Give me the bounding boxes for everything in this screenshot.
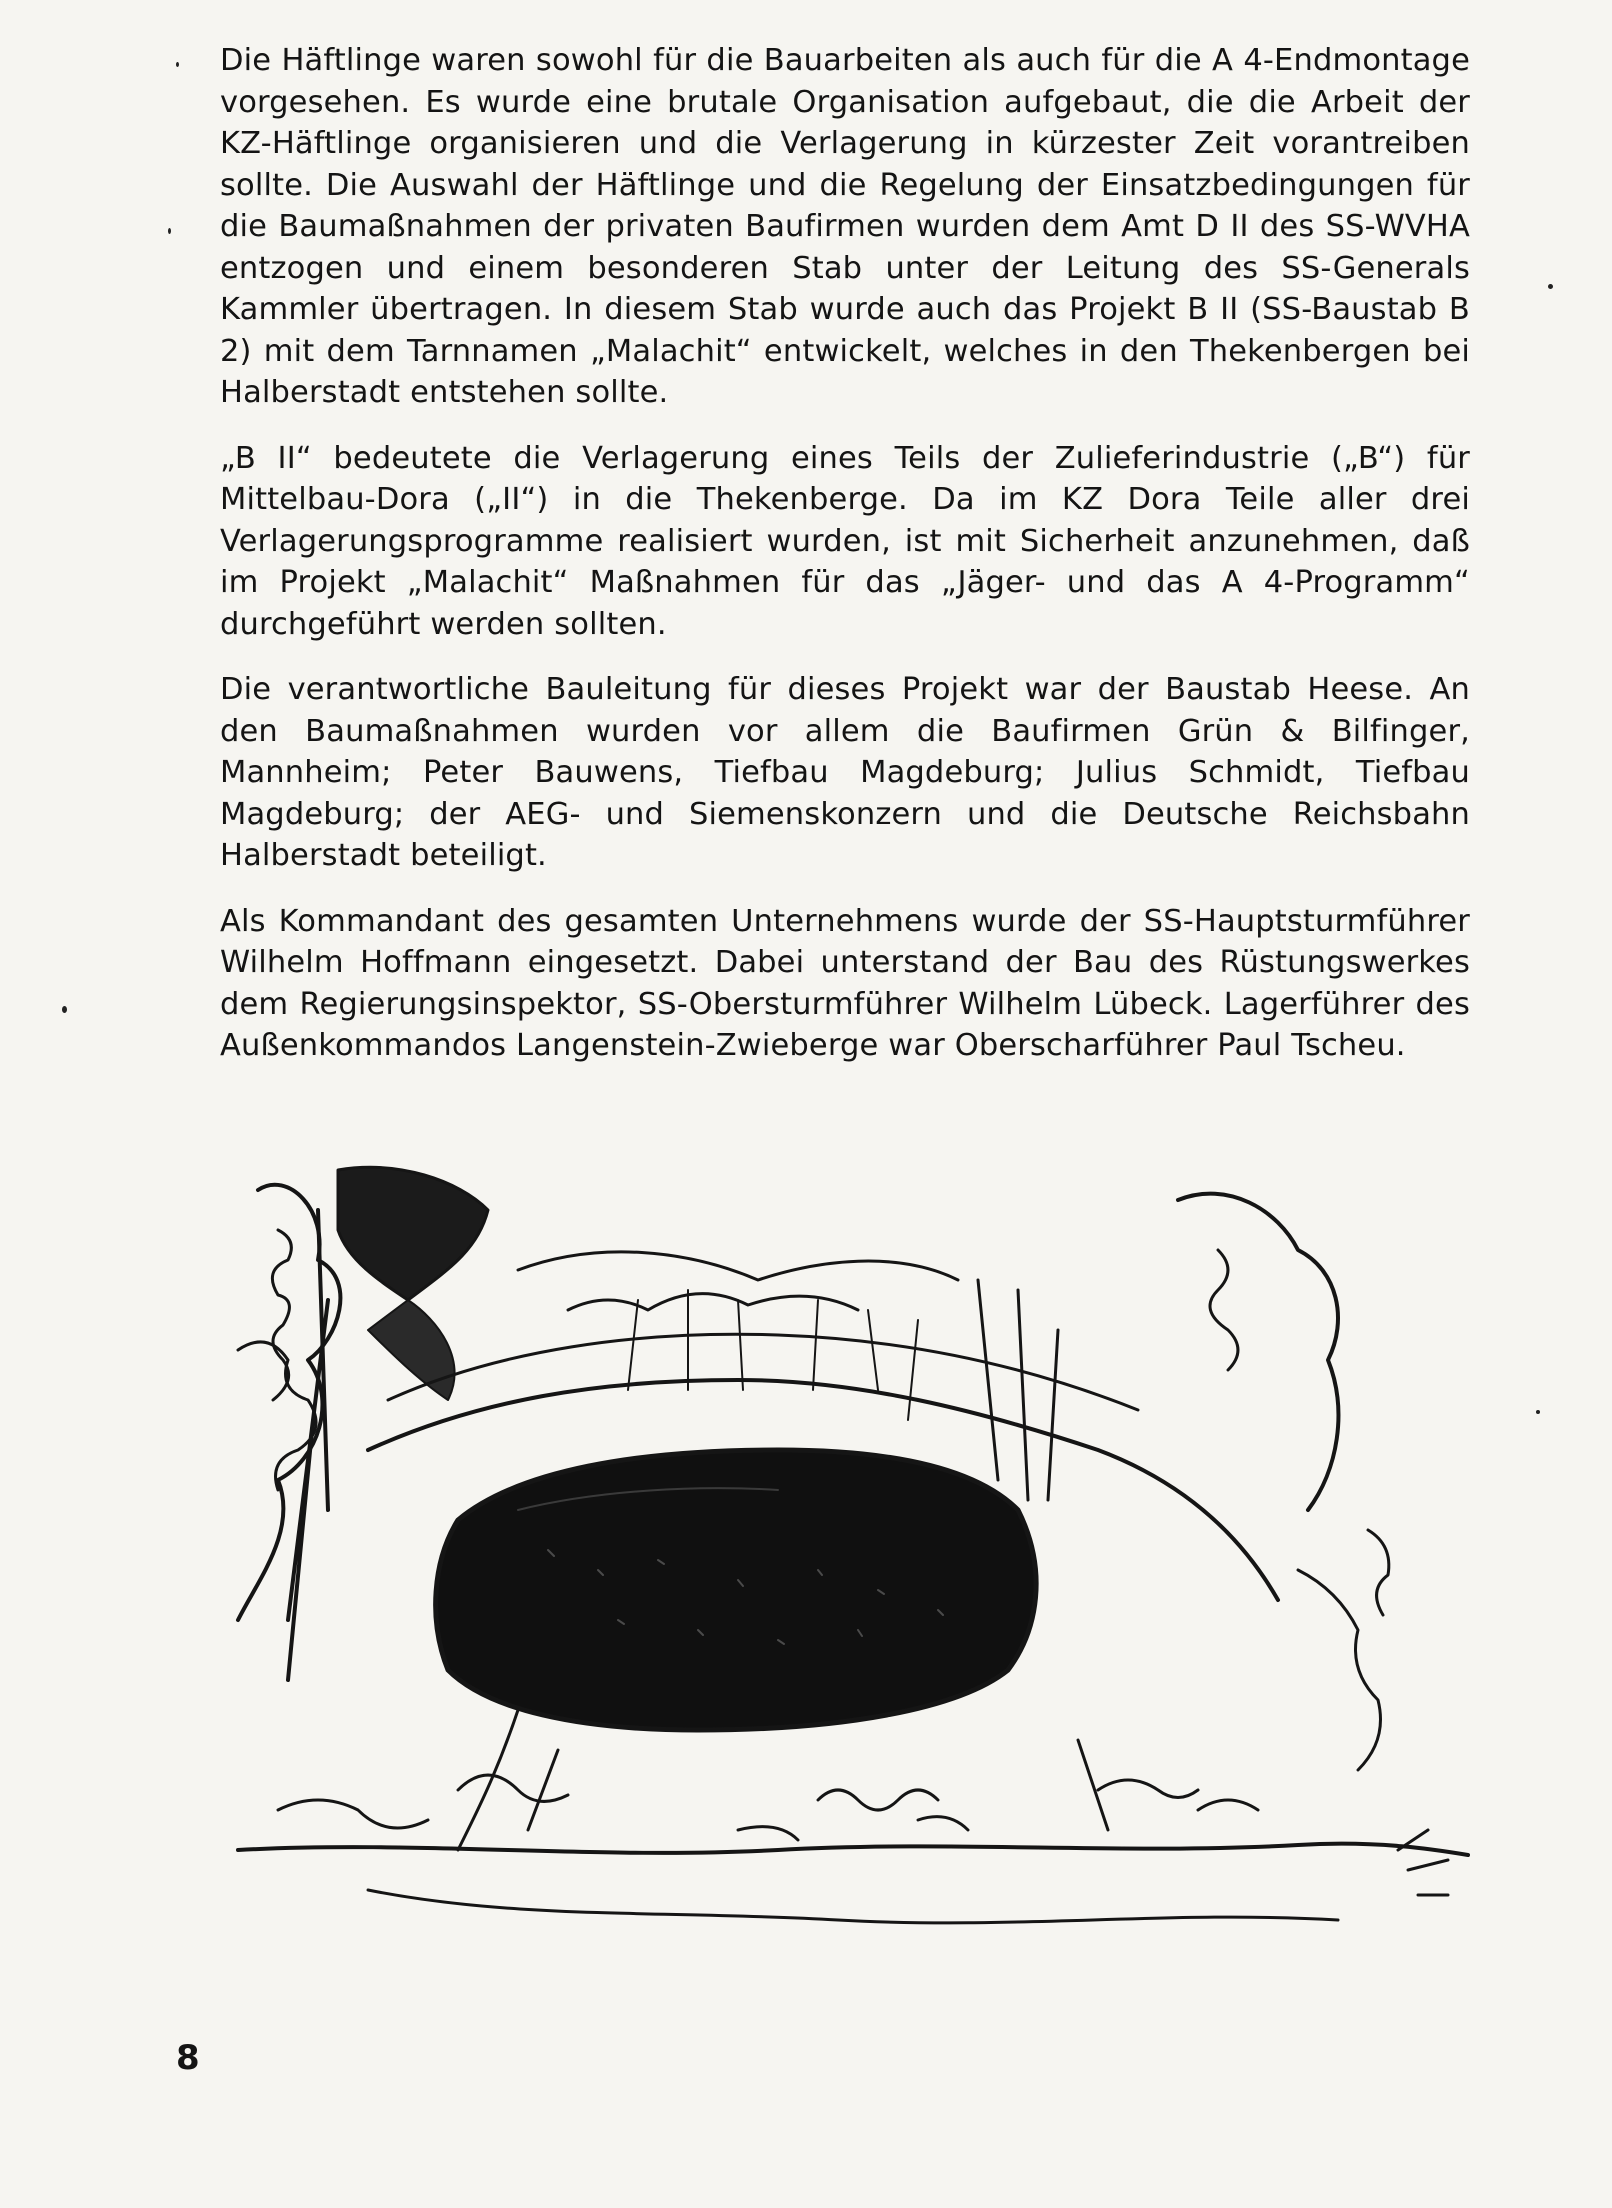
paragraph-4: Als Kommandant des gesamten Unternehmens wurde der SS-Hauptsturmführer Wilhelm Hoffmann eingesetzt. Dabei unterstand der Bau des Rüstungswerkes dem Regierungsinspektor, SS-Obersturmführer Wilhelm Lübeck. Lagerführer des Außenkommandos Langenstein-Zwieberge war Oberscharführer Paul Tscheu. bbox=[220, 903, 1470, 1063]
scan-speck bbox=[176, 62, 179, 67]
paragraph-1: Die Häftlinge waren sowohl für die Bauarbeiten als auch für die A 4-Endmontage vorgesehen. Es wurde eine brutale Organisation aufgebaut, die die Arbeit der KZ-Häftlinge organisieren und die Verlagerung in kürzester Zeit vorantreiben sollte. Die Auswahl der Häftlinge und die Regelung der Einsatzbedingungen für die Baumaßnahmen der privaten Baufirmen wurden dem Amt D II des SS-WVHA entzogen und einem besonderen Stab unter der Leitung des SS-Generals Kammler übertragen. In diesem Stab wurde auch das Projekt B II (SS-Baustab B 2) mit dem Tarnnamen „Malachit“ entwickelt, welches in den Thekenbergen bei Halberstadt entstehen sollte. bbox=[220, 43, 1470, 410]
cave-entrance-illustration bbox=[218, 1150, 1478, 1960]
scan-speck bbox=[168, 228, 171, 234]
page-number: 8 bbox=[176, 2038, 200, 2078]
paragraph-3: Die verantwortliche Bauleitung für dieses Projekt war der Baustab Heese. An den Baumaßnahmen wurden vor allem die Baufirmen Grün & Bilfinger, Mannheim; Peter Bauwens, Tiefbau Magdeburg; Julius Schmidt, Tiefbau Magdeburg; der AEG- und Siemenskonzern und die Deutsche Reichsbahn Halberstadt beteiligt. bbox=[220, 672, 1470, 873]
scan-speck bbox=[1548, 284, 1553, 289]
scan-speck bbox=[1536, 1410, 1540, 1414]
scan-speck bbox=[62, 1006, 67, 1013]
body-text bbox=[220, 40, 1470, 1091]
paragraph-2: „B II“ bedeutete die Verlagerung eines Teils der Zulieferindustrie („B“) für Mittelbau-Dora („II“) in die Thekenberge. Da im KZ Dora Teile aller drei Verlagerungsprogramme realisiert wurden, ist mit Sicherheit anzunehmen, daß im Projekt „Malachit“ Maßnahmen für das „Jäger- und das A 4-Programm“ durchgeführt werden sollten. bbox=[220, 440, 1470, 642]
